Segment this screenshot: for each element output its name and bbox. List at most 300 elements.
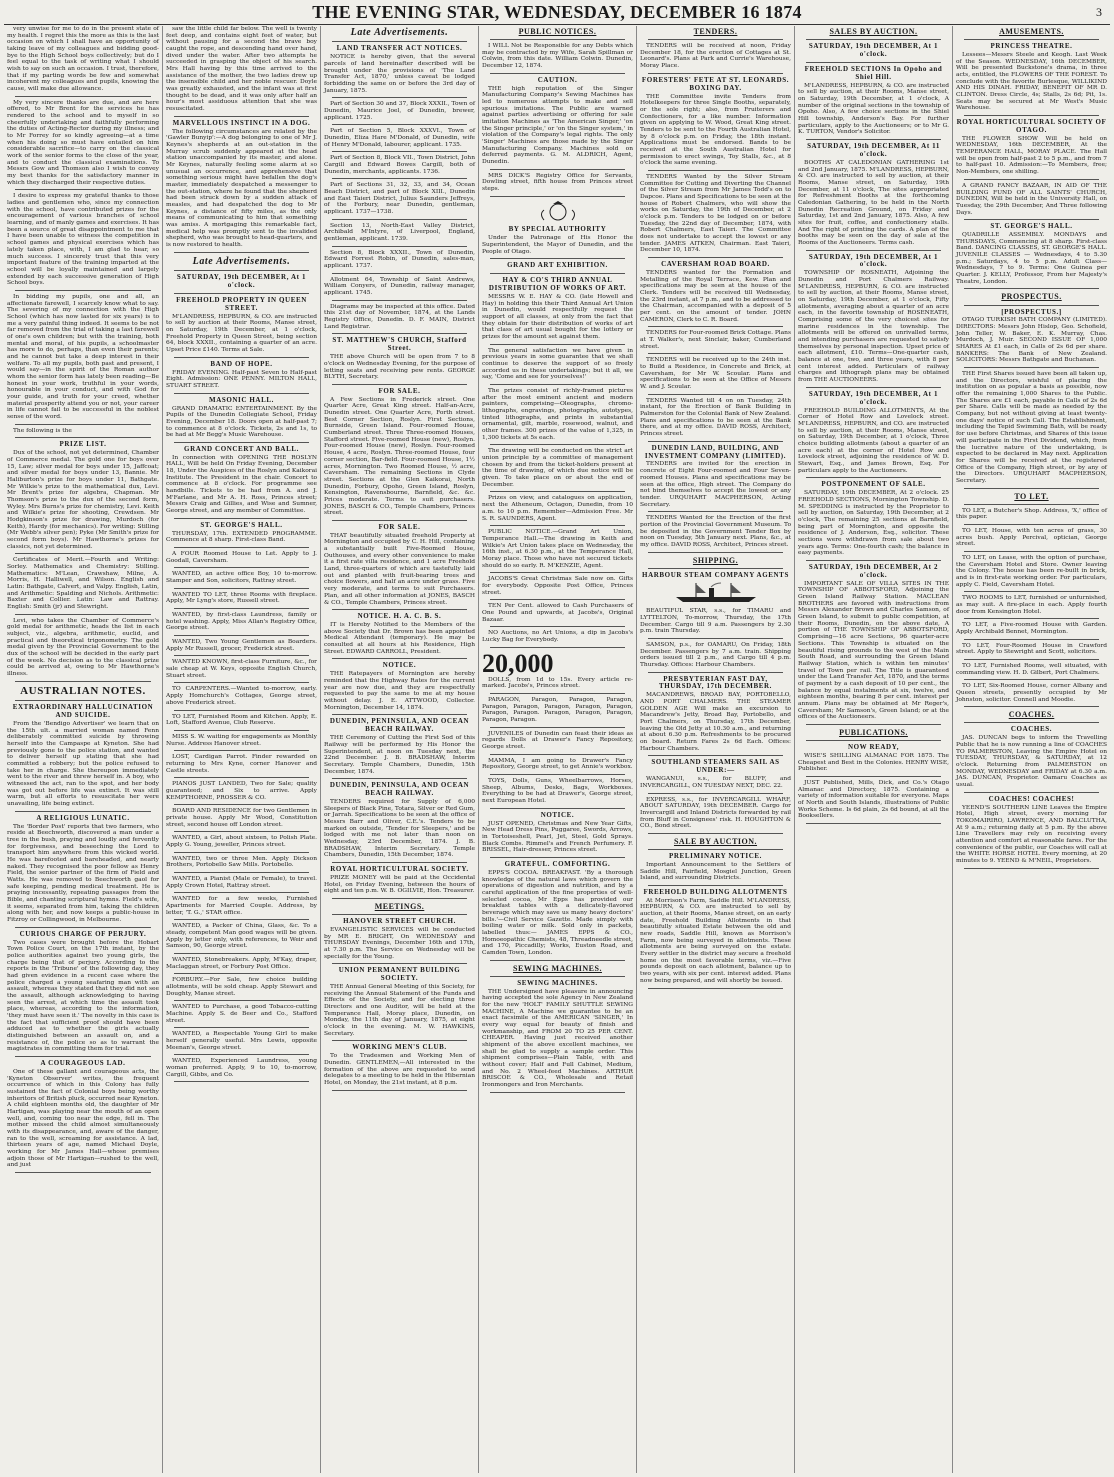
divider — [15, 700, 151, 701]
ad-heading: SATURDAY, 19th DECEMBER, At 11 o'clock. — [807, 142, 940, 158]
advertisement — [166, 659, 317, 679]
divider — [490, 976, 625, 977]
ad-body-text: very unwise for me to do in the present state of my health. I regret this the more as this is the last occasion on which I shall have an opportunity of taking leave of my colleagues and bidding good-bye to the High School boys collectively; but do I feel equal to the task of writing what I should wish to say on such an occasion. I trust, therefore, that if my parting words be few and somewhat incoherent my colleagues and pupils, knowing the cause, will make due allowance. — [7, 26, 159, 93]
advertisement — [7, 685, 159, 697]
ad-body-text: TENDERS Wanted till 4 on on Tuesday, 24th instant, for the Erection of Bank Building in Palmerston for the Colonial Bank of New Zealand. Plans and specifications to be seen at the Bank there, and at my office. DAVID ROSS, Architect, Princes street. — [640, 397, 791, 437]
ad-body-text: TO LET, Furnished Rooms, well situated, with commanding view. H. D. Gilbert, Port Chalmers. — [956, 662, 1107, 676]
divider — [490, 727, 625, 728]
advertisement — [798, 780, 949, 820]
divider — [490, 384, 625, 385]
divider — [964, 115, 1099, 116]
divider — [806, 560, 941, 561]
ad-heading: SHIPPING. — [692, 555, 739, 565]
ad-heading: AMUSEMENTS. — [999, 27, 1064, 36]
ad-heading: PRINCESS THEATRE. — [990, 42, 1073, 51]
divider — [648, 885, 783, 886]
ad-heading: A COURAGEOUS LAD. — [40, 1058, 126, 1067]
divider — [806, 724, 941, 725]
advertisement — [7, 1060, 159, 1169]
divider — [648, 441, 783, 442]
divider — [964, 792, 1099, 793]
divider — [332, 300, 467, 301]
advertisement — [640, 759, 791, 789]
ad-body-text: MAMMA, I am going to Drawer's Fancy Repository, George street, to get Annie's workbox. — [482, 757, 633, 771]
ad-body-text: Levi, who takes the Chamber of Commerce's gold medal for arithmetic, heads the list in each subject, viz., algebra, arithmetic, euclid, and practical and theoretical trigonometry. The gold medal given by the Provincial Government to the dux of the school will be decided in the early part of the week. No decision as to the classical prize could be arrived at, owing to Mr Hawthorne's illness. — [7, 617, 159, 678]
divider — [490, 39, 625, 40]
ad-heading: ST. GEORGE'S HALL. — [990, 222, 1073, 231]
advertisement — [482, 27, 633, 36]
ad-heading: FREEHOLD SECTIONS In Opoho and Shiel Hill. — [804, 64, 943, 81]
ad-body-text: PIANOS JUST LANDED, Two for Sale; quality guaranteed; and Six to arrive. Apply KEMPTHORNE, PROSSER & CO. — [166, 781, 317, 801]
ad-body-text: PUBLIC NOTICE.—Grand Art Union, Temperance Hall.—The drawing in Keith and Wilkie's Art Union takes place on Wednesday, the 16th inst., at 6.30 p.m., at the Temperance Hall, Moray place. Those who have not secured tickets should do so early. R. M'KENZIE, Agent. — [482, 529, 633, 569]
ad-heading: PRIZE LIST. — [59, 440, 107, 449]
advertisement — [166, 835, 317, 848]
advertisement — [166, 977, 317, 997]
advertisement — [166, 551, 317, 564]
advertisement — [166, 256, 317, 267]
advertisement — [166, 571, 317, 584]
advertisement — [482, 778, 633, 805]
column-4 — [478, 26, 636, 1473]
ad-body-text: IT is Hereby Notified to the Members of the above Society that Dr. Brown has been appointed Medical Attendant (temporary). He may be consulted at all hours at his Residence, High Street. EDWARD CARROLL, President. — [324, 622, 475, 655]
ad-body-text: Important Announcement to the Settlers of Saddle Hill, Fairfield, Mosgiel Junction, Green Island, and surrounding Districts. — [640, 861, 791, 882]
advertisement — [640, 889, 791, 985]
advertisement — [798, 143, 949, 247]
ad-body-text: From the 'Bendigo Advertiser' we learn that on the 15th ult. a married woman named Fenn deliberately committed suicide by throwing herself into the Campaspe at Kyneton. She had previously gone to the police station, and wanted to deliver herself up stating that she had committed a robbery; but the police refused to take her in charge. She thereupon immediately went to the river and threw herself in. A boy, who witnessed the act, ran to the spot, and her body was got out before life was extinct. It was still warm, but all efforts to resuscitate her were unavailing, life being extinct. — [7, 720, 159, 807]
ad-body-text: TO LET, a Five-roomed House with Garden. Apply Archibald Bennet, Mornington. — [956, 622, 1107, 635]
advertisement — [324, 155, 475, 175]
divider — [648, 988, 783, 989]
ad-body-text: QUADRILLE ASSEMBLY. MONDAYS and THURSDAYS, Commencing at 8 sharp. First-class Band. DANCING CLASSES, ST. GEORGE'S HALL. JUVENILE CLASSES — Wednesdays, 4 to 5.30 p.m.; Saturdays, 4 to 5 p.m. Adult Class—Wednesdays, 7 to 9. Terms: One Guinea per Quarter. J. KELLY, Professor, From her Majesty's Theatre, London. — [956, 232, 1107, 285]
advertisement — [324, 250, 475, 270]
advertisement — [640, 445, 791, 509]
ad-body-text: LOST, Cardigan Parrot. Finder rewarded on returning to Mrs Kyne, corner Hanover and Castle streets. — [166, 754, 317, 774]
divider — [174, 831, 309, 832]
ad-body-text: Allotment 64, Township of Saint Andrews, William Conyers, of Dunedin, railway manager, applicant. 1745. — [324, 276, 475, 297]
advertisement — [324, 902, 475, 911]
divider — [332, 41, 467, 42]
advertisement — [7, 193, 159, 286]
ad-heading: TO LET. — [1014, 491, 1049, 501]
divider — [174, 750, 309, 751]
advertisement — [7, 26, 159, 93]
advertisement — [166, 274, 317, 290]
ad-heading: CAUTION. — [537, 75, 578, 84]
advertisement — [482, 348, 633, 381]
ad-body-text: Dux of the school, not yet determined, Chamber of Commerce medal. The gold one for boys over 15, Law; silver medal for boys under 15, Jaffcoat; and silver medal for boys under 13, Bannie. Mr Haliburton's prize for boys under 11, Bathgate. Mr Wilkie's prize to the mathematical dux, Levi. Mr Brent's prize for algebra, Chapman. Mr Thomson's prize to the dux of the second form, Wyley. Mrs Burns's prize for chemistry, Levi. Keith and Wilkie's prize for shooting, Crewdsen. Mr Hodgkinson's prize for drawing, Murdoch (for Keith), Hardy (for mechanics). For writing: Stilling (Mr Webb's silver pen); Pyke (Mr Smith's prize for second form boys). Mr Hawthorne's prizes for classics, not yet determined. — [7, 450, 159, 550]
ad-heading: Late Advertisements. — [350, 27, 449, 38]
ad-heading: SATURDAY, 19th DECEMBER, At 1 o'clock. — [808, 42, 939, 58]
divider — [174, 252, 309, 253]
divider — [964, 618, 1099, 619]
divider — [174, 1000, 309, 1001]
ad-heading: PROSPECTUS. — [1001, 292, 1062, 302]
divider — [806, 823, 941, 824]
ad-heading: SALES BY AUCTION. — [829, 27, 918, 36]
advertisement — [166, 734, 317, 747]
ad-heading: EXTRAORDINARY HALLUCINATION AND SUICIDE. — [12, 703, 154, 720]
divider — [332, 963, 467, 964]
ad-body-text: BOOTHS AT CALEDONIAN GATHERING 1st and 2nd January, 1875. M'LANDRESS, HEPBURN, & CO. are instructed to sell by auction, at their Rooms, Manse street, on Saturday, 19th December, at 11 o'clock, The sites appropriated for Refreshment Booths at the forthcoming Caledonian Gathering, to be held in the North Dunedin Recreation Ground, on Friday and Saturday, 1st and 2nd January, 1875. Also, A few sites for fruit, coffee, and confectionery stalls. And The right of printing the cards. A plan of the booths may be seen on the day of sale at the Rooms of the Auctioneers. Terms cash. — [798, 159, 949, 246]
ad-heading: ST. GEORGE'S HALL. — [200, 520, 283, 529]
advertisement — [324, 782, 475, 859]
ad-body-text: Under the Patronage of His Honor the Superintendent, the Mayor of Dunedin, and the People of Otago. — [482, 235, 633, 255]
ad-heading: HANOVER STREET CHURCH. — [343, 917, 456, 926]
ad-body-text: The drawing will be conducted on the strict art union principle by a committee of management chosen by and from the ticket-holders present at the time of drawing, of which due notice will be given. To take place on or about the end of December. — [482, 448, 633, 488]
ad-heading: FREEHOLD BUILDING ALLOTMENTS — [643, 887, 788, 896]
ad-body-text: IMPORTANT SALE OF VILLA SITES IN THE TOWNSHIP OF ABBOTSFORD, Adjoining the Green Island Railway Station. MACLEAN BROTHERS are favored with instructions from Messrs Alexander Brown and Charles Samson, of Green Island, to submit to public competition, at their Rooms, Dunedin, on the above date, A portion of THE TOWNSHIP OF ABBOTSFORD, Comprising—16 acre Sections, 96 quarter-acre Sections. This Township is situated on the beautiful rising grounds to the west of the Main South Road, and surrounding the Green Island Railway Station, which is within ten minutes' travel of Town per rail. The Title is guaranteed under the Land Transfer Act, 1870, and the terms of payment by a cash deposit of 10 per cent., the balance by equal instalments at six, twelve, and eighteen months, bearing 8 per cent. interest per annum. Plans may be obtained at Mr Reger's, Caversham; Mr Samson's, Green Island; or at the offices of the Auctioneers. — [798, 580, 949, 721]
advertisement — [956, 223, 1107, 285]
advertisement — [956, 796, 1107, 865]
ad-body-text: Part of Section 8, Block VII., Town District, John Cargill and Edward Bowes Cargill, both of Dunedin, merchants, applicants. 1736. — [324, 155, 475, 175]
advertisement — [324, 524, 475, 606]
divider — [648, 39, 783, 40]
divider — [15, 553, 151, 554]
ad-body-text: TO LET, Furnished Room and Kitchen. Apply, E. Loft, Stafford Avenue, Club Reserve. — [166, 713, 317, 727]
advertisement — [482, 529, 633, 569]
ad-body-text: THE Undersigned have pleasure in announcing having accepted the sole Agency in New Zealand for the new 'HOLT' FAMILY SHUTTLE SEWING MACHINE, A Machine we guarantee to be an exact facsimile of the AMERICAN 'SINGER,' In every way equal for beauty of finish and workmanship, and FROM 20 TO 25 PER CENT. CHEAPER. Having just received another shipment of the above excellent machines, we shall be glad to supply a sample order. This shipment comprises—Plain Table, with and without cover; Half and Full Cabinet, Medium, and No. 2 Wheel-feed Machines. ARTHUR BRISCOE & CO., Wholesale and Retail Ironmongers and Iron Merchants. — [482, 988, 633, 1088]
advertisement — [166, 26, 317, 113]
divider — [648, 638, 783, 639]
divider — [174, 357, 309, 358]
divider — [332, 898, 467, 899]
ad-body-text: THAT beautifully situated freehold Property at Mornington and occupied by C. H. Hill, containing a substantially built Five-Roomed House, Outhouses, and every other convenience to make it a first rate villa residence, and 1 acre Freehold Land, three-quarters of which are tastefully laid out and planted with fruit-bearing trees and choice flowers, and half an acre under grass. Five very moderate, and terms to suit Purchasers. Plan, and all other information at JONES, BASCH & CO., Temple Chambers, Princes street. — [324, 532, 475, 606]
ad-heading: PUBLIC NOTICES. — [518, 27, 597, 36]
advertisement — [482, 812, 633, 854]
ad-heading: FOR SALE. — [378, 386, 421, 395]
ad-body-text: Lessees—Messrs Steele and Keogh. Last Week of the Season. WEDNESDAY, 16th DECEMBER, Will be presented Buckstone's drama, in three acts, entitled, the FLOWERS OF THE FOREST. To conclude with the favorite Burlesque, WILLIKIND AND HIS DINAH. FRIDAY, BENEFIT OF MR D. CLINTON. Dress Circle, 4s; Stalls, 2s 6d; Pit, 1s. Seats may be secured at Mr West's Music Warehouse. — [956, 51, 1107, 112]
ad-heading: PUBLICATIONS. — [839, 727, 908, 737]
divider — [332, 609, 467, 610]
advertisement — [798, 254, 949, 384]
advertisement — [482, 964, 633, 973]
divider — [490, 808, 625, 809]
ad-heading: GRAND ART EXHIBITION. — [507, 261, 608, 270]
ad-body-text: I desire to express my grateful thanks to those ladies and gentlemen who, since my connection with the school, have contributed prizes for the encouragement of various branches of school learning, and of manly games and exercises. It has been a source of great disappointment to me that I have been unable to witness the competition in school games and physical exercises which has lately taken place, with, I am glad to hear, so much success. I sincerely trust that this very important feature of the training imparted at the school will be loyally maintained and largely extended by each successive generation of High School boys. — [7, 193, 159, 287]
ad-body-text: The following is the — [13, 427, 72, 434]
ad-body-text: Section 8, Block XXXII., Town of Dunedin, Edward Forrest Robin, of Dunedin, sales-man, applicant. 1737. — [324, 249, 475, 269]
ad-body-text: TOYS, Dolls, Guns, Wheelbarrows, Horses, Sheep, Albums, Desks, Bags, Workboxes. Everything to be had at Drawer's, George street, next European Hotel. — [482, 777, 633, 804]
ad-heading: BY SPECIAL AUTHORITY — [508, 225, 607, 234]
divider — [332, 151, 467, 152]
masthead — [4, 0, 1110, 25]
divider — [174, 655, 309, 656]
divider — [490, 258, 625, 259]
advertisement — [798, 564, 949, 721]
advertisement — [166, 957, 317, 970]
advertisement — [956, 43, 1107, 112]
advertisement — [166, 297, 317, 354]
ad-heading: NOTICE. H. A. C. B. S. — [357, 612, 442, 621]
divider — [15, 424, 151, 425]
divider — [332, 178, 467, 179]
advertisement — [482, 603, 633, 623]
divider — [490, 169, 625, 170]
ad-heading: GRAND CONCERT AND BALL. — [184, 444, 299, 453]
ad-body-text: Section 13, North-East Valley District, Archibald M'Intyre, of Liverpool, England, gentleman, applicant. 1739. — [324, 222, 475, 242]
divider — [964, 524, 1099, 525]
advertisement — [166, 714, 317, 727]
divider — [174, 804, 309, 805]
advertisement — [324, 182, 475, 215]
divider — [964, 706, 1099, 707]
divider — [648, 511, 783, 512]
divider — [964, 488, 1099, 489]
column-5 — [636, 26, 794, 1473]
advertisement — [482, 648, 633, 690]
divider — [490, 273, 625, 274]
divider — [174, 973, 309, 974]
divider — [964, 367, 1099, 368]
ad-body-text: TENDERS Wanted by the Silver Stream Committee for Cutting and Diverting the Channel of the Silver Stream from Mr James Todd's on to Dapcoe. Plans and Specifications to be seen at the house of Robert Chalmers, who will show the works on Saturday, the 19th of December, at 2 o'clock p.m. Tenders to be lodged on or before Tuesday, the 22nd day of December, 1874, with Robert Chalmers, East Taieri. The Committee does not undertake to accept the lowest or any tender. JAMES AITKEN, Chairman. East Taieri, December 10, 1874. — [640, 173, 791, 254]
ad-body-text: JAS. DUNCAN begs to inform the Travelling Public that he is now running a line of COACHES TO PALMERSTON, Leaving the Empire Hotel on TUESDAY, THURSDAY, & SATURDAY, at 12 o'clock. Returning from PALMERSTON on MONDAY, WEDNESDAY and FRIDAY at 6.30 a.m. JAS. DUNCAN, Proprietor. Oamaru Coaches as usual. — [956, 735, 1107, 788]
ad-body-text: Diagrams may be inspected at this office. Dated this 21st day of November, 1874, at the Lands Registry Office, Dunedin. D. F. MAIN, District Land Registrar. — [324, 303, 475, 330]
advertisement — [956, 492, 1107, 501]
divider — [174, 1054, 309, 1055]
advertisement — [956, 643, 1107, 656]
advertisement — [166, 1058, 317, 1078]
ad-body-text: Part of Section 30 and 37, Block XXXII., Town of Dunedin, Maurice Joel, of Dunedin, brewer, applicant. 1725. — [324, 101, 475, 121]
advertisement — [482, 495, 633, 522]
advertisement — [640, 398, 791, 438]
newspaper-title: THE EVENING STAR, WEDNESDAY, DECEMBER 16 1874 — [312, 2, 802, 22]
ad-body-text: TENDERS required for Supply of 6,000 Sleepers of Black Pine, Totara, Silver or Red Gum, or Jarrah. Specifications to be seen at the office of Messrs Barr and Oliver, C.E.'s. Tenders to be marked on outside, 'Tender for Sleepers,' and be lodged with me not later than noon on Wednesday, 23rd December, 1874. J. B. BRADSHAW, Interim Secretary. Temple Chambers, Dunedin, 15th December, 1874. — [324, 799, 475, 859]
divider — [964, 39, 1099, 40]
advertisement — [7, 441, 159, 550]
ad-body-text: WANTED, by first-class Laundress, family or hotel washing. Apply, Miss Allan's Registry Office, George street. — [166, 612, 317, 632]
advertisement — [640, 572, 791, 635]
ad-body-text: A GRAND FANCY BAZAAR, IN AID OF THE BUILDING FUND OF ALL SAINTS' CHURCH, DUNEDIN, Will be held in the University Hall, on Tuesday, the 29th December, And Three following Days. — [956, 182, 1107, 216]
advertisement — [640, 27, 791, 36]
ad-body-text: TWO ROOMS to LET, furnished or unfurnished, as may suit. A fire-place in each. Apply fourth door from Kensington Hotel. — [956, 595, 1107, 615]
advertisement — [956, 710, 1107, 719]
ad-body-text: WANTED, a Girl, about sixteen, to Polish Plate. Apply G. Young, jeweller, Princes street. — [166, 835, 317, 848]
ad-body-text: WANTED, a Pianist (Male or Female), to travel. Apply Crown Hotel, Rattray street. — [166, 875, 317, 889]
divider — [490, 960, 625, 961]
divider — [15, 614, 151, 615]
advertisement — [324, 967, 475, 1037]
advertisement — [956, 508, 1107, 521]
advertisement — [956, 183, 1107, 216]
advertisement — [7, 931, 159, 1053]
advertisement — [798, 481, 949, 557]
column-7 — [952, 26, 1110, 1473]
advertisement — [956, 622, 1107, 635]
advertisement — [640, 676, 791, 753]
ad-body-text: TO LET, Four-Roomed House in Crawford street. Apply to Stewright and Scott, solicitors. — [956, 642, 1107, 656]
ad-heading: DUNEDIN LAND, BUILDING, AND INVESTMENT COMPANY (LIMITED). — [644, 443, 787, 460]
divider — [174, 919, 309, 920]
divider — [174, 567, 309, 568]
divider — [15, 189, 151, 190]
ad-heading: POSTPONEMENT OF SALE. — [821, 480, 926, 489]
advertisement — [324, 27, 475, 38]
advertisement — [482, 277, 633, 341]
ad-body-text: Two cases were brought before the Hobart Town Police Court, on the 17th instant, by the police authorities against two young girls, the charge being that of perjury. According to the reports in the 'Tribune' of the following day, they had given evidence in a recent case where the police charged a young seafaring man with an assault, whereas they stated that they did not see the assault, although acknowledging to having seen the arrest, at which time the assault took place, whereas, according to the information, 'they must have seen it.' The novelty in this case is the fact that sufficient proof should have been adduced as to whether the girls actually distinguished between an assault on, and a resistance of, the police so as to warrant the magistrates in committing them for trial. — [7, 939, 159, 1053]
divider — [490, 774, 625, 775]
divider — [15, 927, 151, 928]
ad-body-text: To the Tradesmen and Working Men of Dunedin. GENTLEMEN,—All interested in the formation of the above are requested to send delegates to a meeting to be held in the Hibernian Hotel, on Monday, the 21st instant, at 8 p.m. — [324, 1053, 475, 1087]
divider — [648, 755, 783, 756]
advertisement — [166, 612, 317, 632]
divider — [648, 793, 783, 794]
divider — [174, 547, 309, 548]
ad-heading: SALE BY AUCTION. — [673, 836, 758, 846]
advertisement — [482, 861, 633, 957]
ad-body-text: FRIDAY EVENING. Half-past Seven to Half-past Eight. Admission: ONE PENNY. MILTON HALL, STUART STREET. — [166, 369, 317, 389]
steamship-icon — [671, 581, 761, 603]
ad-body-text: THURSDAY, 17th. EXTENDED PROGRAMME. Commence at 8 sharp. First-class Band. — [166, 530, 317, 544]
advertisement — [7, 557, 159, 610]
advertisement — [956, 595, 1107, 615]
divider — [332, 714, 467, 715]
ad-heading: CURIOUS CHARGE OF PERJURY. — [19, 929, 147, 938]
advertisement — [956, 119, 1107, 176]
advertisement — [324, 128, 475, 148]
divider — [648, 394, 783, 395]
ad-body-text: Certificates of Merit.—Fourth and Writing: Sorley. Mathematics and Chemistry: Stilling. Mathematics: M'Lean, Crawshaw, Milne, A. Morris, H. Halliwell, and Wilson. English and Latin: Bathgate, Calvert, and Valpy. English, Latin, and Arithmetic: Spalding and Nichols. Arithmetic: Baxter and Collier. Latin: Law and Rattray. English: Smith (jr) and Stewright. — [7, 557, 159, 610]
advertisement — [166, 754, 317, 774]
ad-body-text: FORBURY.—For Sale, few choice building allotments, will be sold cheap. Apply Stewart and Doughty, Manse street. — [166, 977, 317, 997]
ad-body-text: THE above Church will be open from 7 to 8 o'clock on Wednesday Evening, for the purpose of letting seats and receiving pew rents. GEORGE BLYTH, Secretary. — [324, 354, 475, 381]
advertisement — [956, 371, 1107, 484]
ad-body-text: WANTED, two or three Men. Apply Dickson Brothers, Portobello Saw Mills. Portobello. — [166, 855, 317, 869]
ad-heading: DUNEDIN, PENINSULA, AND OCEAN BEACH RAILWAY. — [329, 781, 470, 798]
ad-heading: FORESTERS' FETE AT ST. LEONARDS. BOXING DAY. — [641, 75, 790, 92]
advertisement — [166, 781, 317, 801]
ad-body-text: TEN Per Cent. allowed to Cash Purchasers of One Pound and upwards, at Jacobs's, Original Bazaar. — [482, 603, 633, 623]
ad-body-text: PRIZE MONEY will be paid at the Occidental Hotel, on Friday Evening, between the hours of eight and ten p.m. W. B. OGILVIE, Hon. Treasurer. — [324, 874, 475, 895]
divider — [332, 1040, 467, 1041]
columns-container — [4, 26, 1110, 1473]
divider — [964, 639, 1099, 640]
advertisement — [324, 101, 475, 121]
advertisement — [640, 330, 791, 350]
ad-body-text: The general satisfaction we have given in previous years in some guarantee that we shall continue to deserve the support of so freely accorded us in these undertakings; but it all, we say, 'Come and see for yourselves!' — [482, 347, 633, 381]
divider — [964, 179, 1099, 180]
advertisement — [324, 337, 475, 381]
column-6 — [794, 26, 952, 1473]
advertisement — [166, 1031, 317, 1051]
ad-body-text: One of these gallant and courageous acts, the 'Kyneton Observer' writes, the frequent occurrence of which in this Colony has fully sustained the fact of Colonial boys being worthy inheritors of British pluck, occurred near Kyneton. A child eighteen months old, the daughter of Mr Hartigan, was playing near the mouth of an open well, and, coming too near the edge, fell in. The mother missed the child almost simultaneously with its disappearance, and, aware of the danger, ran to the well, screaming for assistance. A lad, thirteen years of age, named Michael Doyle, working for Mr James Hall—whose premises adjoin those of Mr Hartigan—rushed to the well, and just — [7, 1068, 159, 1169]
ad-heading: UNION PERMANENT BUILDING SOCIETY. — [338, 966, 461, 983]
divider — [490, 344, 625, 345]
divider — [174, 872, 309, 873]
divider — [964, 591, 1099, 592]
ad-body-text: saw the little child far below. The well is twenty feet deep, and contains eight feet of water, but without pausing for a second the brave boy caught the rope, and descending hand over hand, dived under the water. After two attempts he succeeded in grasping the object of his search. Mrs Hall having by this time arrived to the assistance of the mother, the two ladies drew up the insensible child and her noble rescuer. Doyle was greatly exhausted, and the infant was at first thought to be dead, and it was only after half an hour's most assiduous attention that she was resuscitated. — [166, 26, 317, 113]
advertisement — [640, 77, 791, 167]
ad-body-text: M'LANDRESS, HEPBURN, & CO. are instructed to sell by auction, at their Rooms, Manse street, on Saturday, 19th December, at 1 o'clock, A number of the original sections in the township of Opoho. Also, A few choice sections in the Shiel Hill township, Anderson's Bay. For further particulars, apply to the Auctioneers; or to Mr G. K. TURTON, Vendor's Solicitor. — [798, 82, 949, 136]
advertisement — [324, 304, 475, 331]
advertisement — [166, 876, 317, 889]
advertisement — [640, 853, 791, 882]
advertisement — [324, 277, 475, 297]
advertisement — [798, 43, 949, 59]
divider — [490, 693, 625, 694]
advertisement — [166, 592, 317, 605]
ad-heading: SOUTHLAND STEAMERS SAIL AS UNDER:— — [651, 758, 780, 775]
divider — [806, 62, 941, 63]
divider — [490, 754, 625, 755]
ad-heading: GRATEFUL. COMFORTING. — [504, 859, 611, 868]
ad-body-text: MRS DICK'S Registry Office for Servants, Dowling street, fifth house from Princes street steps. — [482, 172, 633, 193]
ad-heading: NOW READY, — [847, 742, 900, 751]
advertisement — [482, 388, 633, 441]
divider — [174, 710, 309, 711]
ad-body-text: MACANDREWS, BROAD BAY, PORTOBELLO, AND PORT CHALMERS. THE STEAMER GOLDEN AGE Will make an excursion to Macandrew's Jetty, Broad Bay, Portobello, and Port Chalmers, on Thursday, 17th December, leaving the Old Jetty at 10.30 a.m., and returning at about 6.30 p.m. Refreshments to be procured on board. Return Fares 2s 6d Each. Offices: Harbour Chambers. — [640, 692, 791, 752]
ad-body-text: NO Auctions, no Art Unions, a dip in Jacobs's Lucky Bag for Everybody. — [482, 630, 633, 643]
divider — [648, 849, 783, 850]
divider — [332, 246, 467, 247]
advertisement — [956, 27, 1107, 36]
divider — [174, 953, 309, 954]
advertisement — [324, 662, 475, 711]
advertisement — [640, 556, 791, 565]
divider — [332, 862, 467, 863]
advertisement — [956, 663, 1107, 676]
ad-body-text: BOARD AND RESIDENCE for two Gentlemen in private house. Apply Mr Wood, Constitution street, second house off London street. — [166, 808, 317, 828]
ad-body-text: At Morrison's Farm, Saddle Hill. M'LANDRESS, HEPBURN, & CO. are instructed to sell by auction, at their Rooms, Manse street, on an early date, Freehold Building Allotments in that beautifully situated Estate between the old and new roads, Saddle Hill, known as Morrison's Farm, now being surveyed in allotments. These allotments are being surveyed on the estate. Every settler in the district may secure a freehold home on the most favorable terms, viz.—Five pounds deposit on each allotment, balance up to two years, with six per cent. interest added. Plans now being prepared, and will shortly be issued. — [640, 897, 791, 984]
advertisement — [482, 43, 633, 70]
advertisement — [324, 718, 475, 775]
ad-body-text: YEEND'S SOUTHERN LINE Leaves the Empire Hotel, High street, every morning for TOKOMAIRIRO, LAWRENCE, AND BALCLUTHA, At 9 a.m.; returning daily at 5 p.m. By the above Line Travellers may rely on receiving every attention and comfort at reasonable fares. For the convenience of the public, our Coaches will call at the WHITE HORSE HOTEL Every morning, at 20 minutes to 9. YEEND & M'NEIL, Proprietors. — [956, 804, 1107, 864]
divider — [490, 196, 625, 197]
ad-heading: COACHES! COACHES! — [988, 794, 1075, 803]
advertisement — [482, 173, 633, 193]
divider — [174, 892, 309, 893]
divider — [490, 525, 625, 526]
advertisement — [798, 728, 949, 737]
advertisement — [7, 618, 159, 678]
divider — [490, 444, 625, 445]
advertisement — [640, 642, 791, 669]
ad-body-text: THE Annual General Meeting of this Society, for receiving the Annual Statement of the Funds and Effects of the Society, and for electing three Directors and one Auditor, will be held at the Temperance Hall, Moray place, Dunedin, on Monday, the 11th day of January, 1875, at eight o'clock in the evening. M. W. HAWKINS, Secretary. — [324, 984, 475, 1037]
divider — [490, 599, 625, 600]
ad-heading: NOTICE. — [382, 661, 417, 670]
column-1 — [4, 26, 162, 1473]
divider — [332, 520, 467, 521]
divider — [174, 682, 309, 683]
divider — [964, 219, 1099, 220]
divider — [964, 288, 1099, 289]
divider — [648, 257, 783, 258]
ad-body-text: THE Committee invite Tenders from Hotelkeepers for three Single Booths, separately, or the sole right; also, from Fruiterers and Confectioners, for a like number. Information given on applying to W. Wood, Great King street. Tenders to be sent to the Fourth Australian Hotel, by 8 o'clock p.m. on Friday, the 18th instant. Applications must be endorsed. Bands to be received at the South Australian Hotel for permission to erect swings, Toy Stalls, &c., at 8 o'clock the same evening. — [640, 93, 791, 167]
advertisement — [482, 200, 633, 256]
ad-body-text: TENDERS are invited for the erection in concrete of Eight Four-roomed and Four Seven-roomed Houses. Plans and specifications may be seen at the office, High street. The Company do not bind themselves to accept the lowest or any tender. URQUHART MACPHERSON, Acting Secretary. — [640, 461, 791, 508]
divider — [648, 672, 783, 673]
divider — [15, 681, 151, 682]
divider — [174, 116, 309, 117]
divider — [806, 250, 941, 251]
advertisement — [482, 576, 633, 596]
ad-body-text: WANGANUI, s.s., for BLUFF, and INVERCARGILL, ON TUESDAY NEXT, DEC. 22. — [640, 776, 791, 789]
advertisement — [482, 758, 633, 771]
advertisement — [482, 262, 633, 270]
advertisement — [798, 27, 949, 36]
ad-body-text: EXPRESS, s.s., for INVERCARGILL WHARF, ABOUT SATURDAY, 19th DECEMBER. Cargo for Invercargill and Inland Districts forwarded by rail from Bluff in Consignees' risk. H. HOUGHTON & CO., Bond street. — [640, 796, 791, 830]
ad-body-text: WANTED, Stonebreakers. Apply, M'Kay, draper, Maclaggan street, or Forbury Post Office. — [166, 956, 317, 970]
advertisement — [166, 896, 317, 916]
divider — [174, 608, 309, 609]
ad-heading: SATURDAY, 19th DECEMBER, At 1 o'clock. — [808, 389, 939, 406]
advertisement — [324, 223, 475, 243]
ad-body-text: The 'Border Post' reports that two farmers, who reside at Beechworth, discovered a man under a tree in the bush, praying and loudly and fervently for forgiveness, and beseeching the Lord to transport him anywhere from this wicked world. He was barefooted and bareheaded, and nearly naked. They recognised the poor fellow as Henry Field, the senior partner of the firm of Field and Watts. He was removed to Beechworth gaol for safe keeping, pending medical treatment. He is praying incessantly, repeating passages from the Bible, and chanting scriptural hymns. Field's wife, it seems, separated from him, taking the children along with her, and now keeps a public-house in Fitzroy or Collingwood, in Melbourne. — [7, 823, 159, 923]
divider — [15, 96, 151, 97]
divider — [332, 124, 467, 125]
ad-body-text: THE Ceremony of Cutting the First Sod of this Railway will be performed by His Honor the Superintendent, at noon on Tuesday next, the 22nd December. J. B. BRADSHAW, Interim Secretary. Temple Chambers, Dunedin, 15th December, 1874. — [324, 735, 475, 775]
advertisement — [640, 174, 791, 254]
ad-heading: MARVELLOUS INSTINCT IN A DOG. — [172, 118, 311, 127]
